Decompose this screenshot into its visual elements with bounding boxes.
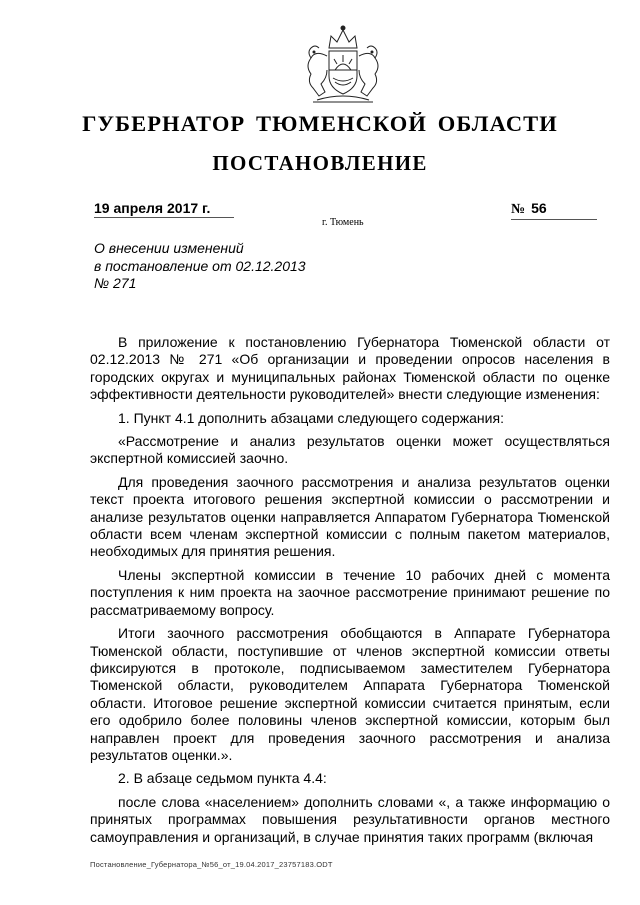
footer-filename: Постановление_Губернатора_№56_от_19.04.2017_23757183.ODT bbox=[90, 860, 333, 869]
subject-line: № 271 bbox=[94, 275, 137, 291]
number-value: 56 bbox=[531, 200, 547, 216]
number-sign: № bbox=[511, 202, 526, 217]
body-paragraph: Члены экспертной комиссии в течение 10 рабочих дней с момента поступления к ним проекта на заочное рассмотрение принимают решение по рассматриваемому вопросу. bbox=[90, 566, 610, 618]
document-subject bbox=[94, 240, 334, 293]
document-number bbox=[511, 200, 597, 220]
body-paragraph: 1. Пункт 4.1 дополнить абзацами следующего содержания: bbox=[118, 409, 504, 426]
body-paragraph: «Рассмотрение и анализ результатов оценки может осуществляться экспертной комиссией заочно. bbox=[90, 433, 610, 467]
body-paragraph: после слова «населением» дополнить словами «, а также информацию о принятых программах повышения результативности органов местного самоуправления и организаций, в случае принятия таких программ (включая bbox=[90, 793, 610, 845]
body-paragraph: 2. В абзаце седьмом пункта 4.4: bbox=[118, 770, 327, 787]
body-paragraph: Итоги заочного рассмотрения обобщаются в Аппарате Губернатора Тюменской области, поступившие от членов экспертной комиссии ответы фиксируются в протоколе, подписываемом заместителем Губернатора Тюменской области, руководителем Аппарата Губернатора Тюменской области. Итоговое решение экспертной комиссии считается принятым, если его одобрило более половины членов экспертной комиссии, которым был направлен проект для проведения заочного рассмотрения и анализа результатов оценки.». bbox=[90, 625, 610, 763]
document-date: 19 апреля 2017 г. bbox=[94, 200, 234, 218]
issuing-authority-title: ГУБЕРНАТОР ТЮМЕНСКОЙ ОБЛАСТИ bbox=[82, 111, 558, 136]
document-city: г. Тюмень bbox=[322, 217, 364, 228]
body-paragraph: В приложение к постановлению Губернатора Тюменской области от 02.12.2013 № 271 «Об организации и проведении опросов населения в городских округах и муниципальных районах Тюменской области по оценке эффективности деятельности руководителей» внести следующие изменения: bbox=[90, 334, 610, 403]
subject-line: в постановление от 02.12.2013 bbox=[94, 257, 306, 274]
document-body bbox=[90, 334, 610, 852]
subject-line: О внесении изменений bbox=[94, 240, 244, 256]
document-type-title: ПОСТАНОВЛЕНИЕ bbox=[212, 151, 428, 175]
body-paragraph: Для проведения заочного рассмотрения и анализа результатов оценки текст проекта итогового решения экспертной комиссии о рассмотрении и анализе результатов оценки направляется Аппаратом Губернатора Тюменской области всем членам экспертной комиссии с полным пакетом материалов, необходимых для принятия решения. bbox=[90, 473, 610, 560]
coat-of-arms-icon bbox=[299, 22, 387, 104]
